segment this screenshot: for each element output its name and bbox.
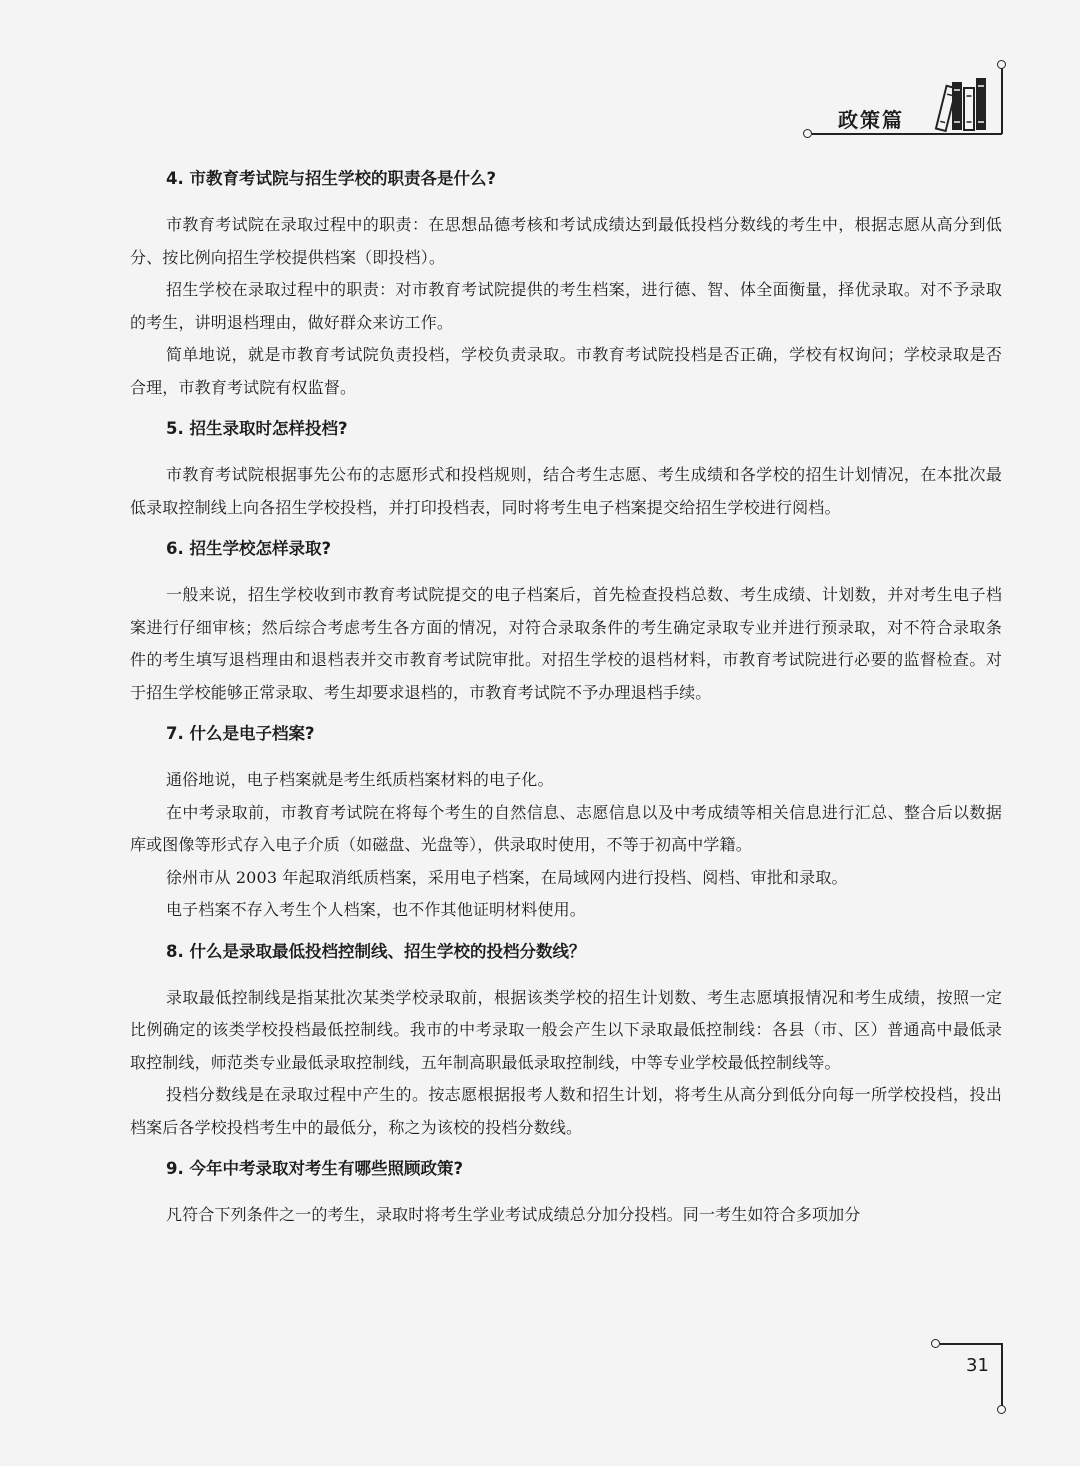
footer-rule-dot-bottom — [997, 1405, 1006, 1414]
question-heading: 9. 今年中考录取对考生有哪些照顾政策? — [166, 1159, 464, 1178]
answer-paragraph: 投档分数线是在录取过程中产生的。按志愿根据报考人数和招生计划，将考生从高分到低分向每一所学校投档，投出档案后各学校投档考生中的最低分，称之为该校的投档分数线。 — [130, 1085, 1002, 1137]
qa-section-7 — [130, 719, 1002, 927]
answer-paragraph: 市教育考试院在录取过程中的职责：在思想品德考核和考试成绩达到最低投档分数线的考生中，根据志愿从高分到低分、按比例向招生学校提供档案（即投档）。 — [130, 215, 1002, 267]
question-heading: 5. 招生录取时怎样投档? — [166, 419, 348, 438]
footer-rule-top — [940, 1343, 1002, 1345]
answer-paragraph: 徐州市从 2003 年起取消纸质档案，采用电子档案，在局域网内进行投档、阅档、审批和录取。 — [166, 867, 848, 887]
answer-paragraph: 市教育考试院根据事先公布的志愿形式和投档规则，结合考生志愿、考生成绩和各学校的招生计划情况，在本批次最低录取控制线上向各招生学校投档，并打印投档表，同时将考生电子档案提交给招生学校进行阅档。 — [130, 465, 1002, 517]
document-content — [130, 164, 1002, 1242]
section-title: 政策篇 — [838, 108, 904, 132]
answer-paragraph: 在中考录取前，市教育考试院在将每个考生的自然信息、志愿信息以及中考成绩等相关信息进行汇总、整合后以数据库或图像等形式存入电子介质（如磁盘、光盘等），供录取时使用，不等于初高中学籍。 — [130, 802, 1002, 854]
answer-paragraph: 通俗地说，电子档案就是考生纸质档案材料的电子化。 — [166, 770, 554, 789]
answer-paragraph: 录取最低控制线是指某批次某类学校录取前，根据该类学校的招生计划数、考生志愿填报情况和考生成绩，按照一定比例确定的该类学校投档最低控制线。我市的中考录取一般会产生以下录取最低控制线：各县（市、区）普通高中最低录取控制线，师范类专业最低录取控制线，五年制高职最低录取控制线，中等专业学校最低控制线等。 — [130, 987, 1002, 1072]
qa-section-8 — [130, 937, 1002, 1145]
question-heading: 7. 什么是电子档案? — [166, 724, 315, 743]
answer-paragraph: 凡符合下列条件之一的考生，录取时将考生学业考试成绩总分加分投档。同一考生如符合多项加分 — [166, 1205, 861, 1224]
header-rule-bottom — [812, 133, 1002, 135]
header-rule-dot-top — [997, 60, 1006, 69]
header-rule-dot-left — [803, 129, 812, 138]
header-rule-vertical — [1001, 66, 1003, 134]
answer-paragraph: 简单地说，就是市教育考试院负责投档，学校负责录取。市教育考试院投档是否正确，学校有权询问；学校录取是否合理，市教育考试院有权监督。 — [130, 345, 1002, 397]
qa-section-6 — [130, 534, 1002, 709]
books-icon — [932, 74, 994, 132]
page-number: 31 — [966, 1355, 989, 1376]
qa-section-5 — [130, 414, 1002, 524]
footer-rule-vertical — [1001, 1343, 1003, 1407]
answer-paragraph: 电子档案不存入考生个人档案，也不作其他证明材料使用。 — [166, 900, 586, 919]
question-heading: 4. 市教育考试院与招生学校的职责各是什么? — [166, 169, 497, 188]
answer-paragraph: 一般来说，招生学校收到市教育考试院提交的电子档案后，首先检查投档总数、考生成绩、计划数，并对考生电子档案进行仔细审核；然后综合考虑考生各方面的情况，对符合录取条件的考生确定录取专业并进行预录取，对不符合录取条件的考生填写退档理由和退档表并交市教育考试院审批。对招生学校的退档材料，市教育考试院进行必要的监督检查。对于招生学校能够正常录取、考生却要求退档的，市教育考试院不予办理退档手续。 — [130, 585, 1002, 702]
answer-paragraph: 招生学校在录取过程中的职责：对市教育考试院提供的考生档案，进行德、智、体全面衡量，择优录取。对不予录取的考生，讲明退档理由，做好群众来访工作。 — [130, 280, 1002, 332]
question-heading: 8. 什么是录取最低投档控制线、招生学校的投档分数线？ — [166, 941, 586, 961]
qa-section-9 — [130, 1154, 1002, 1232]
footer-rule-dot-left — [931, 1339, 940, 1348]
question-heading: 6. 招生学校怎样录取? — [166, 539, 332, 558]
qa-section-4 — [130, 164, 1002, 404]
